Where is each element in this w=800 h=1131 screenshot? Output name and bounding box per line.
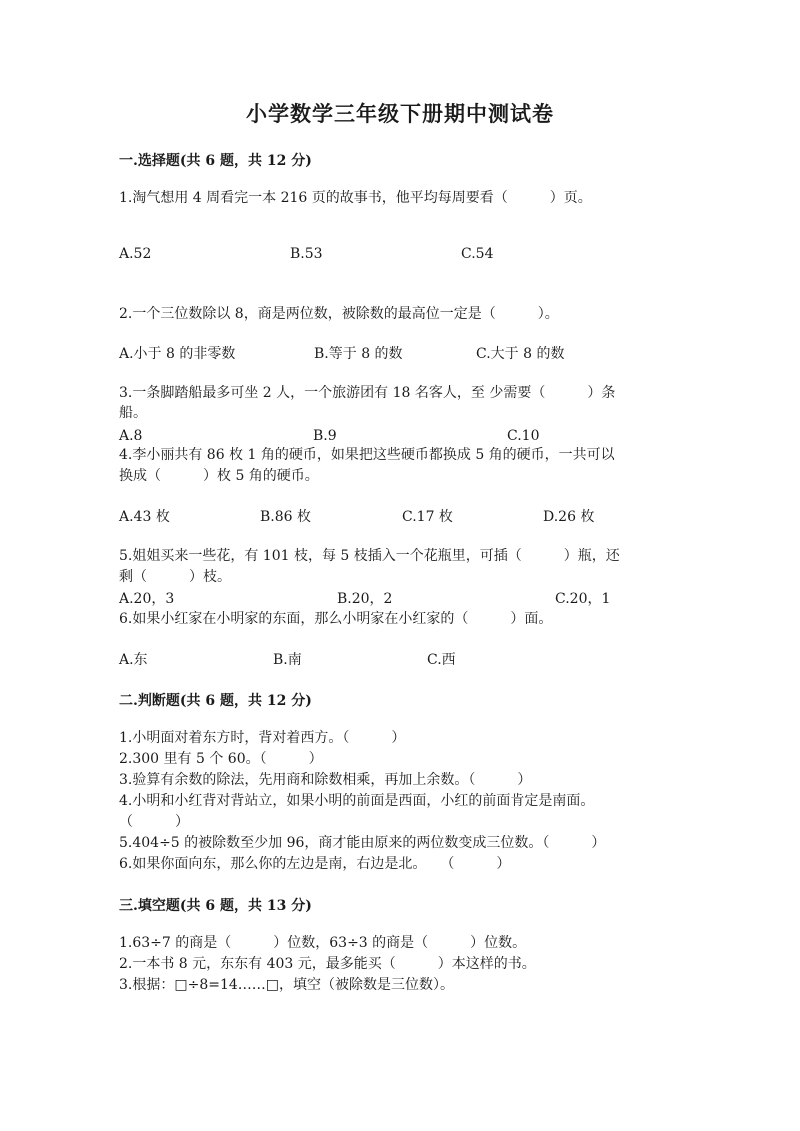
option-a: A.52	[119, 246, 152, 262]
question-text: 2.一个三位数除以 8，商是两位数，被除数的最高位一定是（ ）。	[119, 306, 559, 322]
option-c: C.西	[427, 652, 456, 668]
question-text: 3.一条脚踏船最多可坐 2 人，一个旅游团有 18 名客人，至 少需要（ ）条	[119, 385, 616, 401]
judge-item: 2.300 里有 5 个 60。（ ）	[119, 751, 323, 767]
fill-item: 2.一本书 8 元，东东有 403 元，最多能买（ ）本这样的书。	[119, 956, 536, 972]
question-text-continued: 剩（ ）枝。	[119, 569, 231, 585]
question-text-continued: 换成（ ）枚 5 角的硬币。	[119, 468, 319, 484]
section-heading-judge: 二.判断题(共 6 题，共 12 分)	[119, 693, 312, 709]
option-a: A.东	[119, 652, 148, 668]
judge-item-continued: （ ）	[119, 814, 189, 830]
option-c: C.54	[461, 246, 494, 262]
question-text-continued: 船。	[119, 405, 147, 421]
section-heading-choice: 一.选择题(共 6 题，共 12 分)	[119, 153, 312, 169]
option-c: C.17 枚	[402, 509, 453, 525]
judge-item: 6.如果你面向东，那么你的左边是南，右边是北。 （ ）	[119, 856, 511, 872]
judge-item: 4.小明和小红背对背站立，如果小明的前面是西面，小红的前面肯定是南面。	[119, 793, 595, 809]
section-heading-fill: 三.填空题(共 6 题，共 13 分)	[119, 898, 312, 914]
question-text: 4.李小丽共有 86 枚 1 角的硬币，如果把这些硬币都换成 5 角的硬币，一共可以	[119, 447, 615, 463]
option-b: B.53	[290, 246, 323, 262]
fill-item: 3.根据：□÷8=14……□，填空（被除数是三位数）。	[119, 977, 454, 993]
option-a: A.8	[119, 428, 143, 444]
option-c: C.大于 8 的数	[476, 346, 565, 362]
judge-item: 5.404÷5 的被除数至少加 96，商才能由原来的两位数变成三位数。（ ）	[119, 835, 606, 851]
page-title: 小学数学三年级下册期中测试卷	[246, 101, 554, 126]
option-a: A.20，3	[119, 591, 175, 607]
option-d: D.26 枚	[543, 509, 595, 525]
option-c: C.20，1	[555, 591, 611, 607]
option-b: B.等于 8 的数	[314, 346, 403, 362]
option-a: A.小于 8 的非零数	[119, 346, 236, 362]
question-text: 5.姐姐买来一些花，有 101 枝，每 5 枝插入一个花瓶里，可插（ ）瓶，还	[119, 548, 620, 564]
option-a: A.43 枚	[119, 509, 170, 525]
option-c: C.10	[507, 428, 540, 444]
option-b: B.20，2	[337, 591, 393, 607]
judge-item: 1.小明面对着东方时，背对着西方。（ ）	[119, 730, 406, 746]
option-b: B.86 枚	[260, 509, 312, 525]
option-b: B.南	[273, 652, 302, 668]
fill-item: 1.63÷7 的商是（ ）位数，63÷3 的商是（ ）位数。	[119, 935, 527, 951]
option-b: B.9	[313, 428, 337, 444]
judge-item: 3.验算有余数的除法，先用商和除数相乘，再加上余数。（ ）	[119, 772, 532, 788]
question-text: 1.淘气想用 4 周看完一本 216 页的故事书，他平均每周要看（ ）页。	[119, 190, 592, 206]
question-text: 6.如果小红家在小明家的东面，那么小明家在小红家的（ ）面。	[119, 611, 553, 627]
